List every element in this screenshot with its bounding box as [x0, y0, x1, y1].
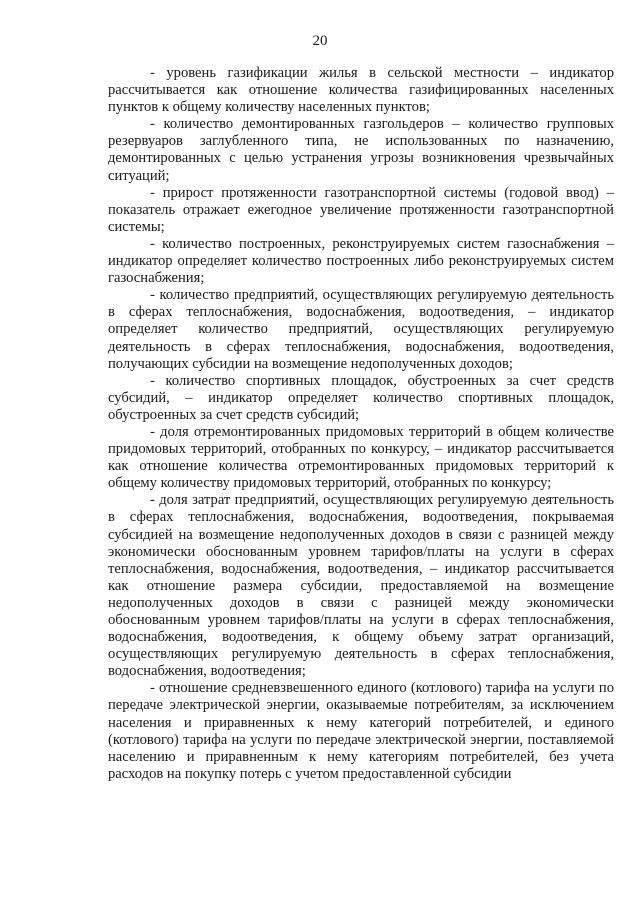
paragraph-tariff-ratio: - отношение средневзвешенного единого (котлового) тарифа на услуги по передаче электрической энергии, оказываемые потребителям, за исключением населения и приравненных к нему категорий потребителей, и единого (котлового) тарифа на услуги по передаче электрической энергии, поставляемой населению и приравненным к нему категориям потребителей, без учета расходов на покупку потерь с учетом предоставленной субсидии	[108, 680, 614, 782]
paragraph-regulated-enterprises-count: - количество предприятий, осуществляющих регулируемую деятельность в сферах теплоснабжения, водоснабжения, водоотведения, – индикатор определяет количество предприятий, осуществляющих регулируемую деятельность в сферах теплоснабжения, водоснабжения, водоотведения, получающих субсидии на возмещение недополученных доходов;	[108, 287, 614, 372]
paragraph-gas-system-length-growth: - прирост протяженности газотранспортной системы (годовой ввод) – показатель отражает ежегодное увеличение протяженности газотранспортной системы;	[108, 184, 614, 235]
paragraph-repaired-yard-areas: - доля отремонтированных придомовых территорий в общем количестве придомовых территорий, отобранных по конкурсу, – индикатор рассчитывается как отношение количества отремонтированных придомовых территорий к общему количеству придомовых территорий, отобранных по конкурсу;	[108, 423, 614, 492]
paragraph-subsidy-cost-share: - доля затрат предприятий, осуществляющих регулируемую деятельность в сферах теплоснабжения, водоснабжения, водоотведения, покрываемая субсидией на возмещение недополученных доходов в связи с разницей между экономически обоснованным уровнем тарифов/платы на услуги в сферах теплоснабжения, водоснабжения, водоотведения, – индикатор рассчитывается как отношение размера субсидии, предоставляемой на возмещение недополученных доходов в связи с разницей между экономически обоснованным уровнем тарифов/платы на услуги в сферах теплоснабжения, водоснабжения, водоотведения, к общему объему затрат организаций, осуществляющих регулируемую деятельность в сферах теплоснабжения, водоснабжения, водоотведения;	[108, 492, 614, 680]
document-body	[108, 65, 614, 783]
paragraph-sports-grounds: - количество спортивных площадок, обустроенных за счет средств субсидий, – индикатор определяет количество спортивных площадок, обустроенных за счет средств субсидий;	[108, 372, 614, 423]
page-number: 20	[312, 33, 328, 49]
paragraph-dismantled-gas-holders: - количество демонтированных газгольдеров – количество групповых резервуаров заглубленного типа, не использованных по назначению, демонтированных с целью устранения угрозы возникновения чрезвычайных ситуаций;	[108, 116, 614, 184]
paragraph-built-gas-systems: - количество построенных, реконструируемых систем газоснабжения – индикатор определяет количество построенных либо реконструируемых систем газоснабжения;	[108, 235, 614, 287]
paragraph-gasification-level: - уровень газификации жилья в сельской местности – индикатор рассчитывается как отношение количества газифицированных населенных пунктов к общему количеству населенных пунктов;	[108, 65, 614, 116]
